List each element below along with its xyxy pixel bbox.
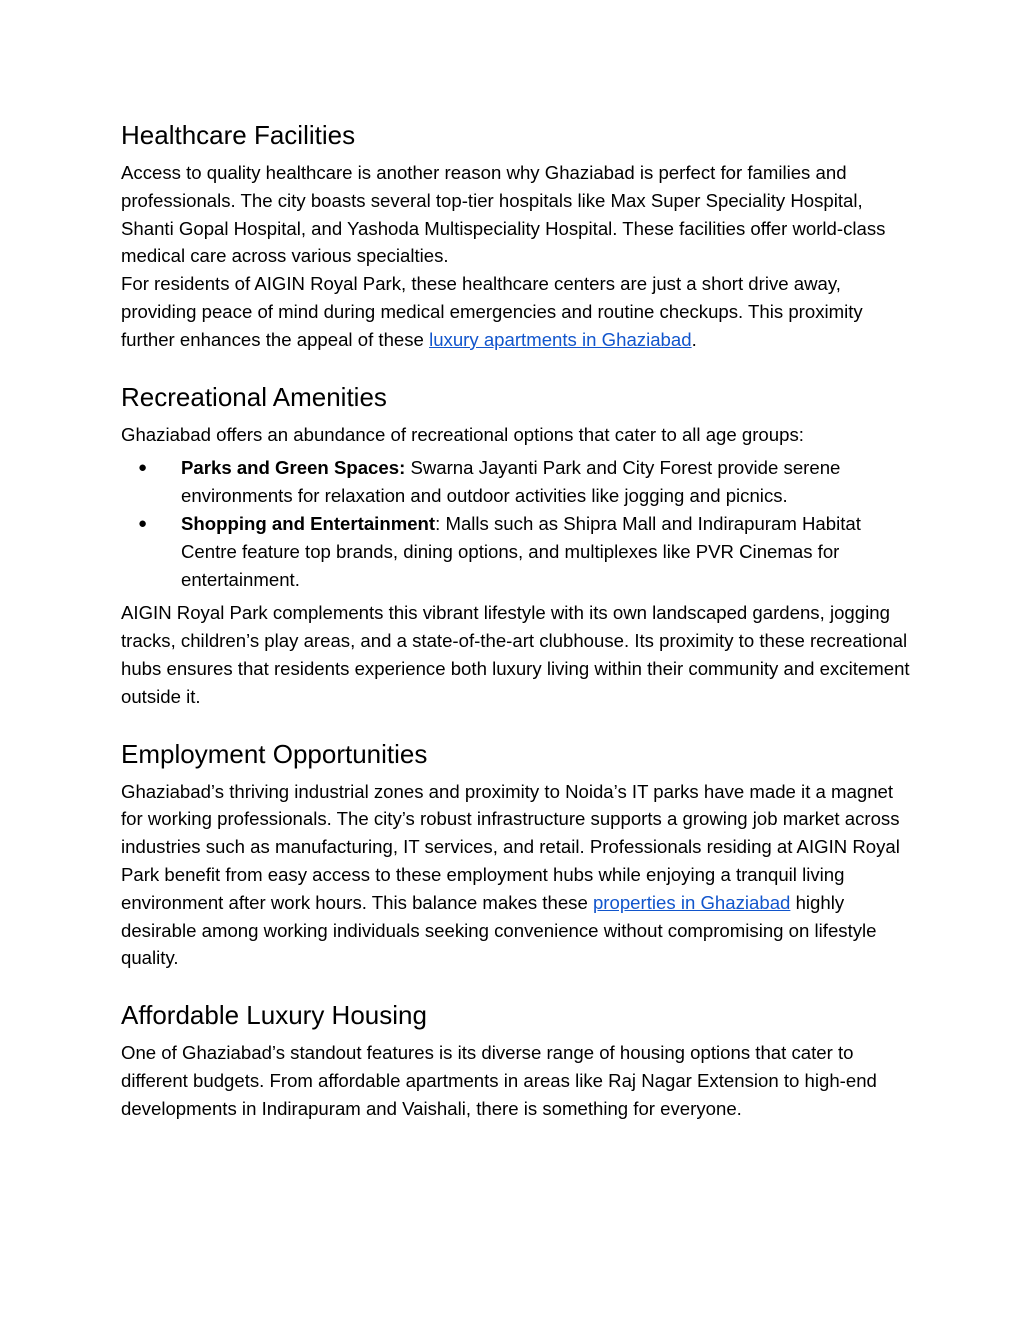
paragraph: One of Ghaziabad’s standout features is its diverse range of housing options that cater to different budgets. From affordable apartments in areas like Raj Nagar Extension to high-end developments in Indirapuram and Vaishali, there is something for everyone.	[121, 1042, 877, 1119]
paragraph: Ghaziabad offers an abundance of recreational options that cater to all age groups:	[121, 423, 804, 445]
section-housing	[121, 998, 911, 1122]
paragraph-text: For residents of AIGIN Royal Park, these healthcare centers are just a short drive away, providing peace of mind during medical emergencies and routine checkups. This proximity further enhances the appeal of these	[121, 273, 863, 350]
document-page	[121, 118, 911, 1123]
luxury-apartments-link[interactable]: luxury apartments in Ghaziabad	[429, 328, 692, 350]
section-heading: Recreational Amenities	[121, 381, 387, 412]
bullet-icon: ●	[138, 459, 148, 477]
list-item-label: Shopping and Entertainment	[181, 512, 436, 534]
section-healthcare	[121, 118, 911, 354]
paragraph	[121, 270, 911, 353]
list-item	[121, 454, 911, 510]
bullet-list	[121, 454, 911, 593]
section-heading: Healthcare Facilities	[121, 120, 356, 150]
section-recreational	[121, 380, 911, 711]
list-item-text: : Malls such as Shipra Mall and Indirapuram Habitat Centre feature top brands, dining options, and multiplexes like PVR Cinemas for entertainment.	[181, 512, 861, 590]
list-item-label: Parks and Green Spaces:	[181, 457, 406, 479]
paragraph-text: highly desirable among working individuals seeking convenience without compromising on lifestyle quality.	[121, 891, 877, 969]
section-heading: Affordable Luxury Housing	[121, 1000, 427, 1031]
paragraph	[121, 778, 911, 973]
paragraph-text: Ghaziabad’s thriving industrial zones and proximity to Noida’s IT parks have made it a magnet for working professionals. The city’s robust infrastructure supports a growing job market across industries such as manufacturing, IT services, and retail. Professionals residing at AIGIN Royal Park benefit from easy access to these employment hubs while enjoying a tranquil living environment after work hours. This balance makes these	[121, 780, 900, 913]
section-heading: Employment Opportunities	[121, 738, 428, 769]
list-item	[121, 510, 911, 593]
paragraph: Access to quality healthcare is another reason why Ghaziabad is perfect for families and professionals. The city boasts several top-tier hospitals like Max Super Speciality Hospital, Shanti Gopal Hospital, and Yashoda Multispeciality Hospital. These facilities offer world-class medical care across various specialties.	[121, 162, 886, 267]
paragraph: AIGIN Royal Park complements this vibrant lifestyle with its own landscaped gardens, jogging tracks, children’s play areas, and a state-of-the-art clubhouse. Its proximity to these recreational hubs ensures that residents experience both luxury living within their community and excitement outside it.	[121, 602, 910, 707]
list-item-text: Swarna Jayanti Park and City Forest provide serene environments for relaxation and outdoor activities like jogging and picnics.	[181, 457, 841, 507]
section-employment	[121, 737, 911, 973]
properties-link[interactable]: properties in Ghaziabad	[592, 891, 791, 913]
bullet-icon: ●	[138, 514, 148, 532]
paragraph-text: .	[691, 328, 697, 350]
